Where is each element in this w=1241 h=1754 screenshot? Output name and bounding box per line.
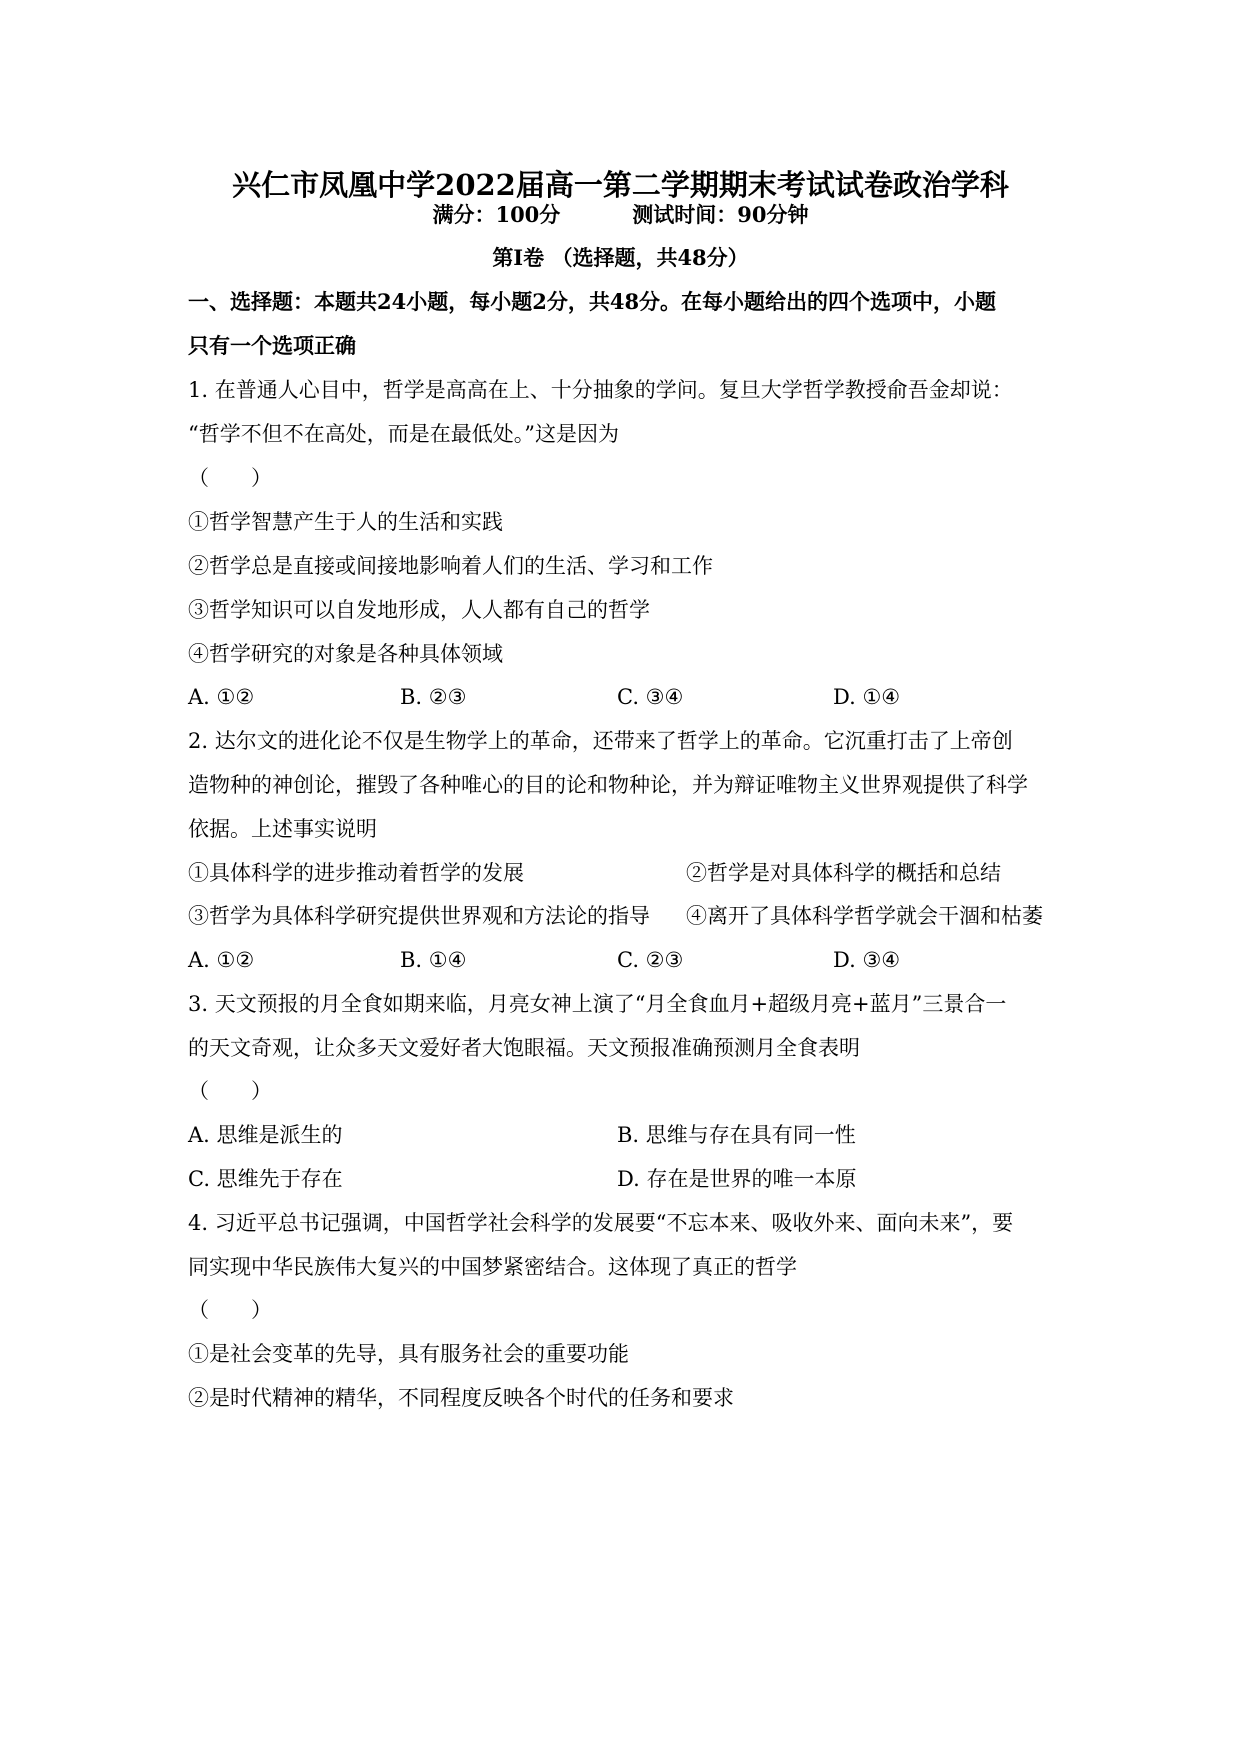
q1-item-3: ③哲学知识可以自发地形成，人人都有自己的哲学 bbox=[188, 598, 650, 622]
q2-option-a: A. ①② bbox=[188, 948, 255, 972]
q3-option-a: A. 思维是派生的 bbox=[188, 1123, 343, 1147]
section-title: 第Ⅰ卷 （选择题，共48分） bbox=[492, 245, 749, 270]
q1-option-d: D. ①④ bbox=[833, 685, 901, 709]
q4-item-1: ①是社会变革的先导，具有服务社会的重要功能 bbox=[188, 1342, 629, 1366]
q2-item-4: ④离开了具体科学哲学就会干涸和枯萎 bbox=[686, 904, 1043, 928]
q3-stem-line-1: 3. 天文预报的月全食如期来临，月亮女神上演了“月全食血月+超级月亮+蓝月”三景合一 bbox=[188, 992, 1007, 1016]
q1-item-4: ④哲学研究的对象是各种具体领域 bbox=[188, 642, 503, 666]
q2-option-b: B. ①④ bbox=[400, 948, 467, 972]
q1-item-1: ①哲学智慧产生于人的生活和实践 bbox=[188, 510, 503, 534]
q4-answer-paren: （ ） bbox=[188, 1298, 272, 1322]
q2-option-c: C. ②③ bbox=[617, 948, 684, 972]
q1-option-b: B. ②③ bbox=[400, 685, 467, 709]
q1-item-2: ②哲学总是直接或间接地影响着人们的生活、学习和工作 bbox=[188, 554, 713, 578]
instruction-line-2: 只有一个选项正确 bbox=[188, 333, 356, 358]
q1-answer-paren: （ ） bbox=[188, 466, 272, 490]
q3-option-c: C. 思维先于存在 bbox=[188, 1167, 343, 1191]
q4-item-2: ②是时代精神的精华，不同程度反映各个时代的任务和要求 bbox=[188, 1386, 734, 1410]
q1-stem-line-2: “哲学不但不在高处，而是在最低处。”这是因为 bbox=[188, 422, 619, 446]
q2-item-3: ③哲学为具体科学研究提供世界观和方法论的指导 bbox=[188, 904, 650, 928]
q4-stem-line-1: 4. 习近平总书记强调，中国哲学社会科学的发展要“不忘本来、吸收外来、面向未来”，要 bbox=[188, 1211, 1014, 1235]
q1-option-c: C. ③④ bbox=[617, 685, 684, 709]
q1-option-a: A. ①② bbox=[188, 685, 255, 709]
q3-option-b: B. 思维与存在具有同一性 bbox=[617, 1123, 856, 1147]
q1-stem-line-1: 1. 在普通人心目中，哲学是高高在上、十分抽象的学问。复旦大学哲学教授俞吾金却说： bbox=[188, 378, 1013, 402]
q2-option-d: D. ③④ bbox=[833, 948, 901, 972]
full-score: 满分：100分 bbox=[432, 202, 561, 227]
q3-stem-line-2: 的天文奇观，让众多天文爱好者大饱眼福。天文预报准确预测月全食表明 bbox=[188, 1036, 860, 1060]
q2-stem-line-1: 2. 达尔文的进化论不仅是生物学上的革命，还带来了哲学上的革命。它沉重打击了上帝创 bbox=[188, 729, 1013, 753]
q3-answer-paren: （ ） bbox=[188, 1079, 272, 1103]
q2-stem-line-2: 造物种的神创论，摧毁了各种唯心的目的论和物种论，并为辩证唯物主义世界观提供了科学 bbox=[188, 773, 1028, 797]
instruction-line-1: 一、选择题：本题共24小题，每小题2分，共48分。在每小题给出的四个选项中，小题 bbox=[188, 289, 997, 314]
q2-item-1: ①具体科学的进步推动着哲学的发展 bbox=[188, 861, 524, 885]
exam-meta bbox=[0, 201, 1241, 229]
q2-stem-line-3: 依据。上述事实说明 bbox=[188, 817, 377, 841]
test-time: 测试时间：90分钟 bbox=[632, 202, 809, 227]
q3-option-d: D. 存在是世界的唯一本原 bbox=[617, 1167, 857, 1191]
q2-item-2: ②哲学是对具体科学的概括和总结 bbox=[686, 861, 1001, 885]
exam-title: 兴仁市凤凰中学2022届高一第二学期期末考试试卷政治学科 bbox=[232, 168, 1009, 202]
q4-stem-line-2: 同实现中华民族伟大复兴的中国梦紧密结合。这体现了真正的哲学 bbox=[188, 1255, 797, 1279]
